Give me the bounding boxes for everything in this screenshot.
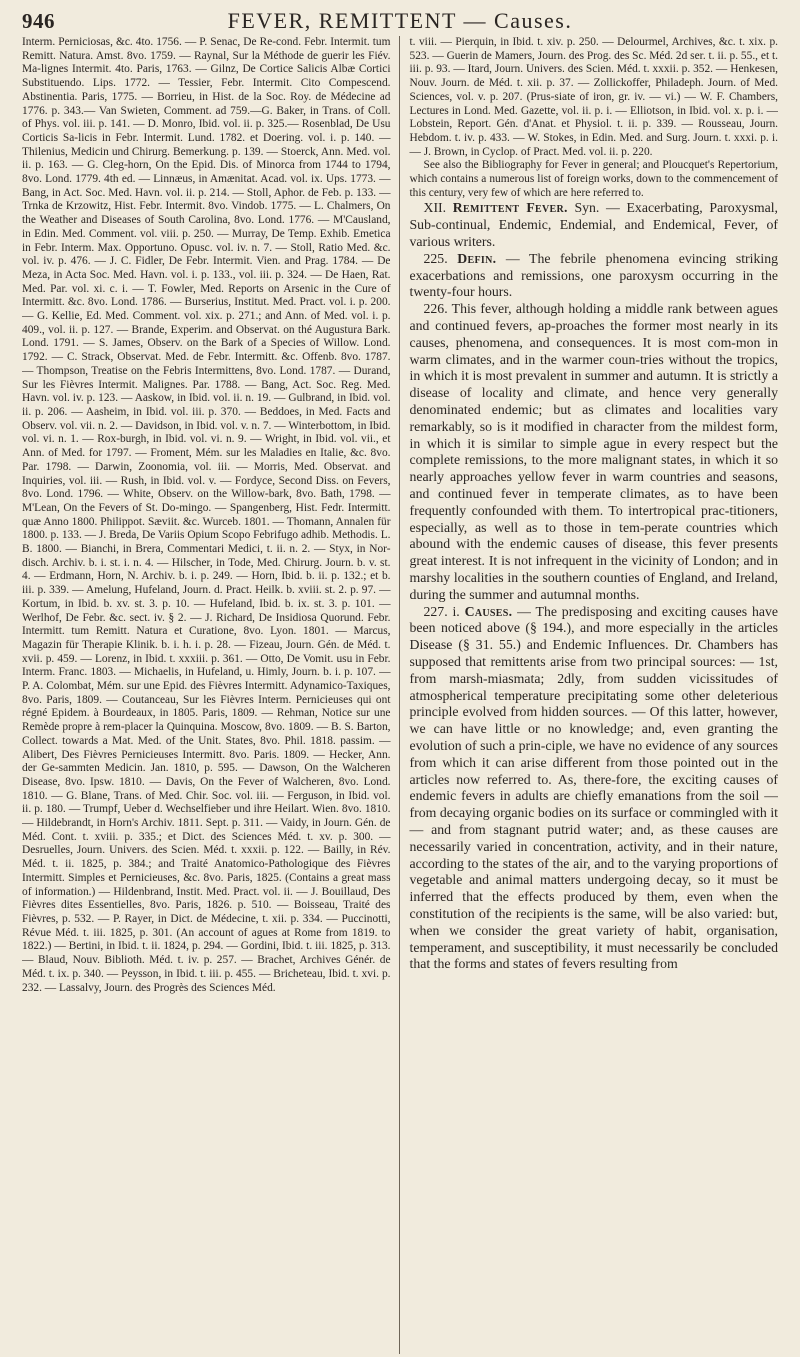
paragraph-227-label: Causes. [464, 603, 513, 619]
paragraph-226-number: 226. [423, 301, 448, 317]
section-heading [410, 200, 779, 250]
bibliography-references: Interm. Perniciosas, &c. 4to. 1756. — P. Senac, De Re-cond. Febr. Intermit. tum Remitt. Natura. Amst. 8vo. 1759. — Raynal, Sur la Méthode de guerir les Fiév. Ma-lignes Intermit. 4to. Paris, 1763. — Gilnz, De Cortice Salicis Albæ Cortici Substituendo. Lips. 1772. — Tessier, Febr. Intermit. Cito Compescend. Abstinentia. Paris, 1775. — Borrieu, in Hist. de la Soc. Roy. de Médecine ad 1776. p. 343.— Van Swieten, Comment. ad 759.—G. Baker, in Trans. of Coll. of Phys. vol. iii. p. 141. — D. Monro, Ibid. vol. ii. p. 325.— Rosenblad, De Usu Corticis Sa-licis in Febr. Intermit. Lund. 1782. et Doering. vol. i. p. 140. — Thilenius, Medicin und Chirurg. Bemerkung. p. 139. — Stoerck, Ann. Med. vol. ii. p. 163. — G. Cleg-horn, On the Epid. Dis. of Minorca from 1744 to 1794, 8vo. Lond. 1779. 4th ed. — Linnæus, in Amænitat. Acad. vol. ix. Ups. 1773. — Bang, in Act. Soc. Med. Havn. vol. ii. p. 214. — Stoll, Aphor. de Feb. p. 133. — Trnka de Krzowitz, Hist. Febr. Intermit. 8vo. Vindob. 1775. — L. Chalmers, On the Weather and Diseases of South Carolina, 8vo. Lond. 1776. — M'Causland, in Edin. Med. Comment. vol. viii. p. 250. — Murray, De Temp. Exhib. Emetica in Febr. Interm. Max. Opportuno. Opusc. vol. iv. n. 7. — Stoll, Ratio Med. &c. vol. iv. p. 476. — J. C. Fidler, De Febr. Intermit. Vien. and Prag. 1784. — De Meza, in Acta Soc. Med. Havn. vol. i. p. 133., vol. iii. p. 324. — De Haen, Rat. Med. Par. vol. xi. c. i. — T. Fowler, Med. Reports on Arsenic in the Cure of Intermitt. &c. 8vo. Lond. 1786. — Burserius, Institut. Med. Pract. vol. i. p. 200. — G. Kellie, Ed. Med. Comment. vol. xix. p. 271.; and Ann. of Med. vol. i. p. 409., vol. ii. p. 127. — Brande, Experim. and Observat. on thé Augustura Bark. Lond. 1791. — S. James, Observ. on the Bark of a Species of Willow. Lond. 1792. — C. Strack, Observat. Med. de Febr. Intermitt. &c. Offenb. 8vo. 1787. — Thompson, Treatise on the Febris Intermittens, 8vo. Lond. 1787. — Durand, Sur les Fièvres Intermit. Malignes. Par. 1788. — Bang, Act. Soc. Reg. Med. Havn. vol. iv. p. 123. — Aaskow, in Ibid. vol. ii. n. 19. — Gulbrand, in Ibid. vol. ii. p. 206. — Aasheim, in Ibid. vol. iii. p. 370. — Beddoes, in Med. Facts and Observ. vol. vii. n. 2. — Davidson, in Ibid. vol. v. n. 7. — Winterbottom, in Ibid. vol. vi. n. 1. — Rox-burgh, in Ibid. vol. vi. n. 9. — Wright, in Ibid. vol. vii., et Ann. of Med. for 1797. — Froment, Mém. sur les Maladies en Italie, &c. 8vo. Par. 1798. — Darwin, Zoonomia, vol. iii. — Morris, Med. Observat. and Inquiries, vol. iii. — Rush, in Ibid. vol. v. — Fordyce, Second Diss. on Fevers, 8vo. Lond. 1796. — White, Observ. on the Willow-bark, 8vo. Bath, 1798. — M'Lean, On the Fevers of St. Do-mingo. — Spangenberg, Hist. Fedr. Intermitt. quæ Anno 1800. Philippot. Sæviit. &c. Wurceb. 1801. — Thomann, Annalen für 1800. p. 133. — J. Breda, De Variis Opium Scopo Febrifugo adhib. Methodis. L. B. 1800. — Bianchi, in Brera, Commentari Medici, t. ii. n. 2. — Styx, in Nor-disch. Archiv. b. i. st. i. n. 4. — Hilscher, in Tode, Med. Chirurg. Journ. b. v. st. 4. — Erdmann, Horn, N. Archiv. b. i. p. 249. — Horn, Ibid. b. ii. p. 132.; et b. iii. p. 339. — Amelung, Hufeland, Journ. d. Pract. Heilk. b. xviii. st. 2. p. 97. — Kortum, in Ibid. b. xv. st. 3. p. 10. — Hufeland, Ibid. b. ix. st. 3. p. 101. — Werlhof, De Febr. &c. sect. iv. § 2. — J. Richard, De Insidiosa Quorund. Febr. Intermitt. tum Remitt. Natura et Curatione, 8vo. Lyon. 1801. — Marcus, Magazin für Therapie Klinik. b. i. h. i. p. 28. — Fizeau, Journ. Gén. de Méd. t. xvii. p. 459. — Lorenz, in Ibid. t. xxxiii. p. 361. — Otto, De Vomit. usu in Febr. Interm. Franc. 1803. — Michaelis, in Hufeland, u. Himly, Journ. b. i. p. 107. — P. A. Colombat, Mém. sur une Epid. des Fièvres Intermitt. Adynamico-Taxiques, 8vo. Paris, 1809. — Coutanceau, Sur les Fièvres Interm. Pernicieuses qui ont régné Epidem. à Bourdeaux, in 1805. Paris, 1809. — Rehman, Notice sur une Remède propre à rem-placer la Quinquina. Moscow, 8vo. 1809. — B. S. Barton, Collect. towards a Mat. Med. of the Unit. States, 8vo. Phil. 1818. passim. — Alibert, Des Fièvres Pernicieuses Intermitt. 8vo. Paris. 1809. — Hecker, Ann. der Ge-sammten Medicin. Jan. 1810, p. 595. — Dawson, On the Walcheren Disease, 8vo. Ipsw. 1810. — Davis, On the Fever of Walcheren, 8vo. Lond. 1810. — G. Blane, Trans. of Med. Chir. Soc. vol. iii. — Ferguson, in Ibid. vol. ii. p. 180. — Trumpf, Ueber d. Wechselfieber und ihre Heilart. Wien. 8vo. 1810. — Hildebrandt, in Horn's Archiv. 1811. Sept. p. 311. — Vaidy, in Journ. Gén. de Méd. Cont. t. xviii. p. 335.; et Dict. des Sciences Méd. t. xv. p. 300. — Desruelles, Journ. Univers. des Scien. Méd. t. xxxii. p. 122. — Bailly, in Rév. Méd. t. ii. 1825, p. 384.; and Traité Anatomico-Pathologique des Fièvres Intermitt. Simples et Pernicieuses, &c. 8vo. Paris, 1825. (Contains a great mass of information.) — Hildenbrand, Instit. Med. Pract. vol. ii. — J. Bouillaud, Des Fièvres dites Essentielles, 8vo. Paris, 1826. p. 510. — Boisseau, Traité des Fièvres, p. 532. — P. Rayer, in Dict. de Médecine, t. xii. p. 334. — Puccinotti, Révue Méd. t. iii. 1825, p. 301. (An account of agues at Rome from 1819. to 1822.) — Bertini, in Ibid. t. ii. 1824, p. 294. — Gordini, Ibid. t. iii. 1825, p. 313. — Blaud, Nouv. Biblioth. Méd. t. iv. p. 257. — Brachet, Archives Génér. de Méd. t. ix. p. 340. — Peysson, in Ibid. t. iii. p. 455. — Bricheteau, Ibid. t. xvi. p. 232. — Lassalvy, Journ. des Progrès des Sciences Méd. [22, 36, 391, 994]
two-column-body [22, 36, 778, 1354]
running-head: FEVER, REMITTENT — Causes. [227, 8, 573, 33]
paragraph-226-text: This fever, although holding a middle rank between agues and continued fevers, ap-proaches the former most nearly in its causes, phenomena, and consequences. It is most com-mon in warm climates, and in the warmer coun-tries without the tropics, in which it is most prevalent in summer and autumn. It is strictly a disease of locality and climate, and hence very generally denominated endemic; but as climates and localities vary remarkably, so is it modified in character from the mildest form, in which it is similar to simple ague in every respect but the complete remissions, to the more malignant states, in which it so nearly approaches yellow fever in warm countries and seasons, and continued fever in temperate climates, as to have been frequently confounded with them. To intertropical prac-titioners, especially, as well as to those in tem-perate countries which abound with the endemic causes of disease, this fever presents great interest. It is not infrequent in the vicinity of London; and in marshy localities in the southern counties of England, and Ireland, during the summer and autumnal months. [409, 301, 778, 602]
page-header [22, 8, 778, 34]
page-number: 946 [22, 9, 55, 33]
paragraph-227-number: 227. i. [423, 603, 460, 619]
definition-label: Defin. [457, 250, 497, 266]
left-column [22, 36, 400, 1354]
paragraph-227-text: — The predisposing and exciting causes have been noticed above (§ 194.), and more especially in the articles Disease (§ 31. 55.) and Endemic Influences. Dr. Chambers has supposed that remittents arise from two principal sources: — 1st, from marsh-miasmata; 2dly, from sudden vicissitudes of atmospherical temperature precipitating some other deleterious principle evolved from hidden sources. — Of this latter, however, we can have little or no knowledge; and, even granting the evolution of such a prin-ciple, we have no evidence of any sources from which it can arise different from those pointed out in the articles now referred to. As, there-fore, the exciting causes of endemic fevers in adults are chiefly emanations from the soil — from decaying organic bodies on its surface or commingled with it — and from stagnant putrid water; and, as these causes are necessarily varied in concentration, activity, and in their nature, according to the states of the air, and to the varying proportions of vegetable and animal matters undergoing decay, so it must be inferred that the effects produced by them, even when the constitution of the recipients is the same, will be also varied: but, when we consider the great variety of habit, organisation, temperament, and susceptibility, it must necessarily be concluded that the forms and states of fevers resulting from [409, 603, 778, 972]
paragraph-227 [410, 604, 779, 974]
definition-paragraph [410, 251, 779, 301]
section-number: XII. [423, 200, 447, 216]
bibliography-references-continued: t. viii. — Pierquin, in Ibid. t. xiv. p. 250. — Delourmel, Archives, &c. t. xix. p. 523. — Guerin de Mamers, Journ. des Prog. des Sc. Méd. 2d ser. t. ii. p. 55., et t. iii. p. 93. — Itard, Journ. Univers. des Scien. Méd. t. xxxii. p. 352. — Henkesen, Nouv. Journ. de Méd. t. xii. p. 37. — Zollickoffer, Philadeph. Journ. of Med. Sciences, vol. v. p. 207. (Prus-siate of iron, gr. iv. — vi.) — W. F. Chambers, Lectures in Lond. Med. Gazette, vol. ii. p. i. — Elliotson, in Ibid. vol. x. p. i. — Lobstein, Report. Gén. d'Anat. et Physiol. t. ii. p. 339. — Rousseau, Journ. Hebdom. t. iv. p. 433. — W. Stokes, in Edin. Med. and Surg. Journ. t. xxxi. p. i. — J. Brown, in Cyclop. of Pract. Med. vol. ii. p. 220. [409, 36, 778, 158]
section-title: Remittent Fever. [452, 200, 568, 216]
definition-text: — The febrile phenomena evincing striking exacerbations and remissions, one paroxysm occurring in the twenty-four hours. [409, 250, 778, 300]
paragraph-226 [410, 301, 779, 603]
right-column [408, 36, 779, 1354]
section-synonyms: Syn. — Exacerbating, Paroxysmal, Sub-continual, Endemic, Endemial, and Endemical, Fever, of various writers. [409, 200, 778, 250]
see-also-note: See also the Bibliography for Fever in general; and Ploucquet's Repertorium, which contains a numerous list of foreign works, down to the commencement of this century, very few of which are here referred to. [409, 159, 778, 199]
definition-number: 225. [423, 250, 448, 266]
